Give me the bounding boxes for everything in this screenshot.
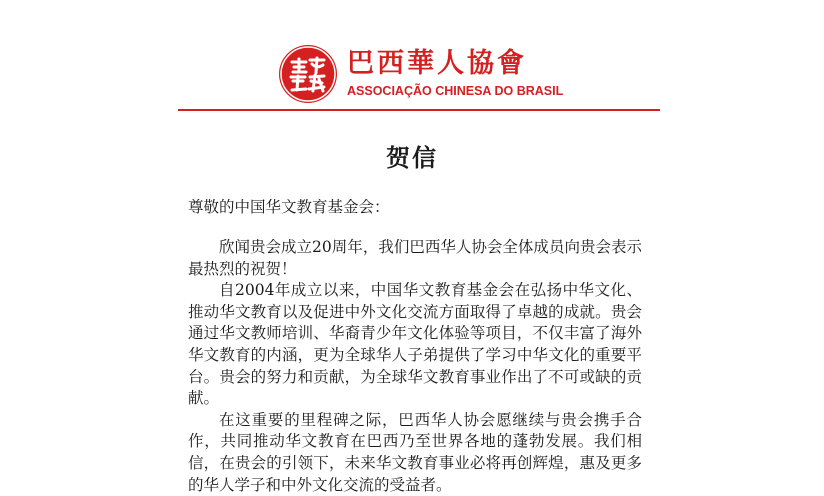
association-seal-icon <box>279 45 337 103</box>
paragraph: 在这重要的里程碑之际，巴西华人协会愿继续与贵会携手合作，共同推动华文教育在巴西乃至世界各地的蓬勃发展。我们相信，在贵会的引领下，未来华文教育事业必将再创辉煌，惠及更多的华人学子和中外文化交流的受益者。 <box>188 410 642 494</box>
organization-name-chinese: 巴西華人協會 <box>347 48 527 79</box>
organization-name-portuguese: ASSOCIAÇÃO CHINESA DO BRASIL <box>347 84 564 98</box>
letter-title: 贺信 <box>386 143 438 172</box>
paragraph: 欣闻贵会成立20周年，我们巴西华人协会全体成员向贵会表示最热烈的祝贺！ <box>188 238 642 278</box>
salutation: 尊敬的中国华文教育基金会： <box>188 198 390 216</box>
letter-body <box>188 237 642 496</box>
letterhead-divider <box>178 109 660 111</box>
letterhead <box>279 42 563 106</box>
paragraph: 自2004年成立以来，中国华文教育基金会在弘扬中华文化、推动华文教育以及促进中外文化交流方面取得了卓越的成就。贵会通过华文教师培训、华裔青少年文化体验等项目，不仅丰富了海外华文教育的内涵，更为全球华人子弟提供了学习中华文化的重要平台。贵会的努力和贡献，为全球华文教育事业作出了不可或缺的贡献。 <box>188 281 642 408</box>
